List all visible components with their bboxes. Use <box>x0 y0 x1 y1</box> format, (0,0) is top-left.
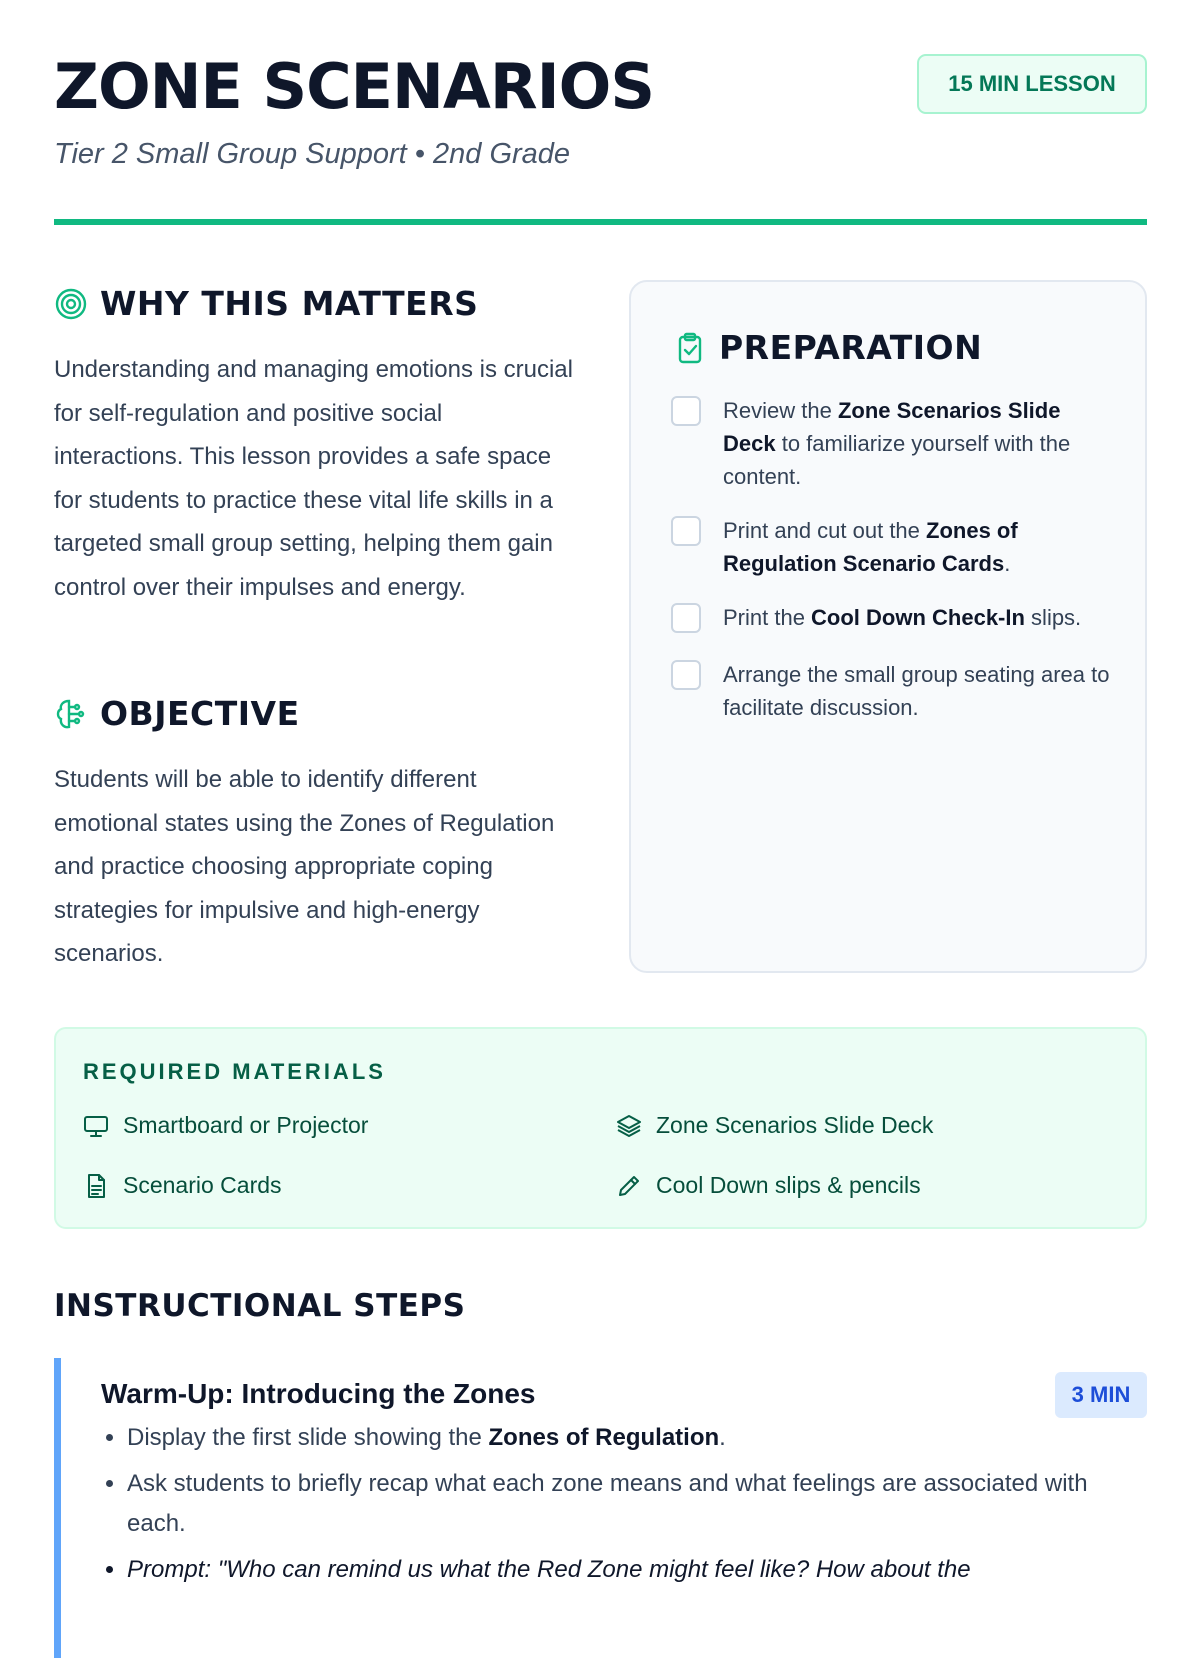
prep-item-text <box>723 514 1111 580</box>
materials-title: REQUIRED MATERIALS <box>83 1059 386 1084</box>
step-bullet-bold: Zones of Regulation <box>488 1424 720 1451</box>
step-bullet-prompt <box>127 1550 1137 1590</box>
prep-text-part: slips. <box>1024 605 1082 630</box>
objective-title: OBJECTIVE <box>100 694 300 733</box>
prep-text-bold: Zones of Regulation Scenario Cards <box>723 518 1018 576</box>
clipboard-check-icon <box>673 331 707 365</box>
step-title: Warm-Up: Introducing the Zones <box>101 1378 536 1409</box>
step-bullet <box>127 1464 1137 1544</box>
prep-text-part: Print the <box>723 605 812 630</box>
material-label: Smartboard or Projector <box>123 1112 369 1138</box>
materials-box <box>54 1027 1147 1229</box>
material-item <box>616 1112 933 1139</box>
prep-checkbox[interactable] <box>671 660 701 690</box>
why-body: Understanding and managing emotions is crucial for self-regulation and positive social interactions. This lesson provides a safe space for students to practice these vital life skills in a targeted small group setting, helping them gain control over their impulses and energy. <box>54 356 573 601</box>
steps-title: INSTRUCTIONAL STEPS <box>54 1288 466 1324</box>
material-label: Scenario Cards <box>123 1172 282 1198</box>
document-icon <box>83 1173 109 1199</box>
preparation-card <box>629 280 1147 973</box>
step-bullet <box>127 1418 1137 1458</box>
lesson-header <box>54 0 1147 228</box>
pencil-icon <box>616 1173 642 1199</box>
lesson-page <box>54 0 1147 1583</box>
prep-text-part: . <box>1004 551 1011 576</box>
step-card <box>54 1358 1147 1658</box>
why-heading <box>54 284 478 323</box>
prep-checkbox[interactable] <box>671 516 701 546</box>
prep-item-text <box>723 601 1081 634</box>
objective-heading <box>54 694 300 733</box>
prep-item <box>671 394 1111 493</box>
step-bullet-list <box>101 1418 1137 1596</box>
step-bullet-text: . <box>719 1424 726 1451</box>
preparation-heading <box>673 328 982 367</box>
why-title: WHY THIS MATTERS <box>100 284 479 323</box>
prep-text-bold: Cool Down Check-In <box>811 605 1025 630</box>
monitor-icon <box>83 1113 109 1139</box>
material-label: Cool Down slips & pencils <box>656 1172 921 1198</box>
brain-icon <box>54 697 88 731</box>
layers-icon <box>616 1113 642 1139</box>
step-bullet-text: Ask students to briefly recap what each zone means and what feelings are associated with each. <box>127 1470 1088 1537</box>
material-item <box>83 1112 368 1139</box>
target-icon <box>54 287 88 321</box>
prep-text-part: Review the <box>723 398 838 423</box>
preparation-title: PREPARATION <box>719 328 983 367</box>
prep-text-bold: Zone Scenarios Slide Deck <box>723 398 1061 456</box>
material-label: Zone Scenarios Slide Deck <box>656 1112 934 1138</box>
prep-item-text <box>723 658 1111 724</box>
step-bullet-text: Display the first slide showing the <box>127 1424 489 1451</box>
prep-item-text <box>723 394 1111 493</box>
lesson-duration-badge: 15 MIN LESSON <box>917 54 1147 114</box>
prep-item <box>671 514 1111 580</box>
step-duration-badge: 3 MIN <box>1055 1372 1147 1418</box>
prep-item <box>671 658 1111 724</box>
material-item <box>616 1172 921 1199</box>
prep-text-part: Arrange the small group seating area to facilitate discussion. <box>723 662 1110 720</box>
prep-item <box>671 601 1111 634</box>
material-item <box>83 1172 282 1199</box>
page-title: ZONE SCENARIOS <box>54 50 655 123</box>
header-divider <box>54 219 1147 225</box>
prep-text-part: to familiarize yourself with the content. <box>723 431 1071 489</box>
prep-text-part: Print and cut out the <box>723 518 927 543</box>
prep-checkbox[interactable] <box>671 603 701 633</box>
page-subtitle: Tier 2 Small Group Support • 2nd Grade <box>54 138 571 170</box>
step-bullet-text: Prompt: "Who can remind us what the Red Zone might feel like? How about the <box>127 1556 971 1583</box>
objective-body: Students will be able to identify different emotional states using the Zones of Regulation and practice choosing appropriate coping strategies for impulsive and high-energy scenarios. <box>54 766 555 967</box>
prep-checkbox[interactable] <box>671 396 701 426</box>
